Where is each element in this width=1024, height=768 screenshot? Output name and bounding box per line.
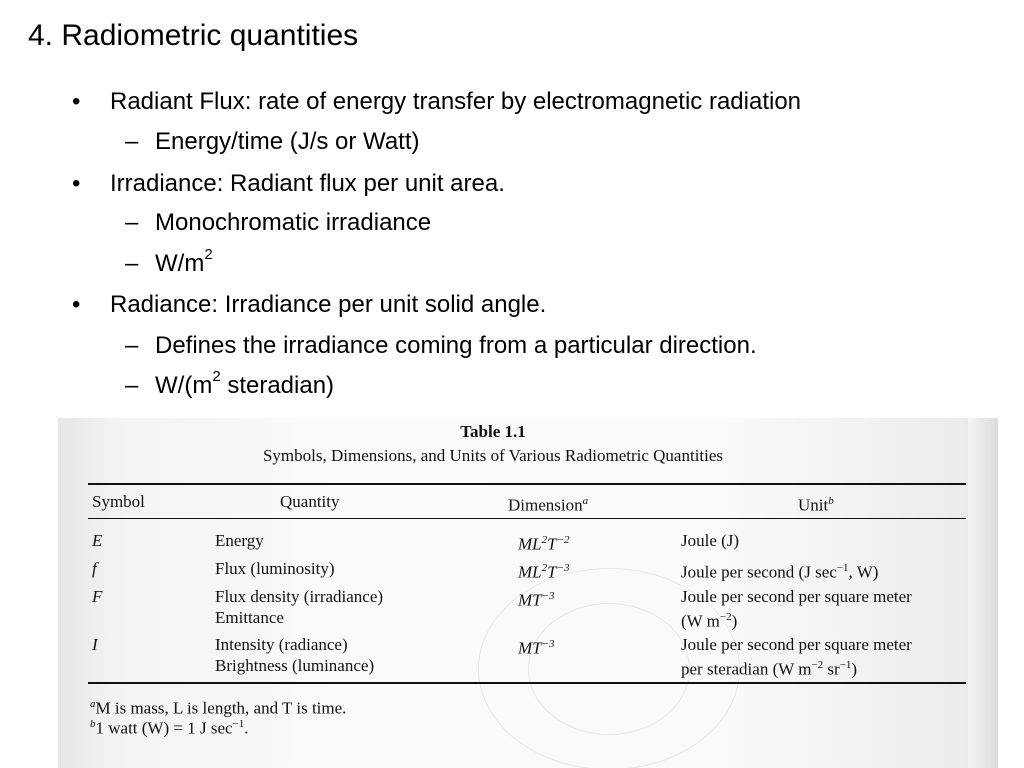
cell-symbol: I xyxy=(92,635,98,654)
table-rule-top xyxy=(88,483,966,485)
table-footnote: $^b$1 watt (W) = 1 J $\sec^{-1}$. xyxy=(90,718,249,738)
header-unit: Unit$^b$ xyxy=(798,495,834,515)
bullet-mark: • xyxy=(72,88,81,115)
cell-quantity: Emittance xyxy=(215,608,284,627)
bullet-text: Radiance: Irradiance per unit solid angle. xyxy=(110,291,547,318)
bullet-item xyxy=(72,289,547,321)
scanned-table-image xyxy=(58,418,998,768)
cell-symbol: F xyxy=(92,587,103,606)
sub-bullet-item xyxy=(125,368,335,402)
cell-quantity: Flux (luminosity) xyxy=(215,559,335,578)
bullet-mark: – xyxy=(125,332,139,359)
cell-quantity: Intensity (radiance) xyxy=(215,635,348,654)
cell-unit: Joule (J) xyxy=(681,531,740,550)
cell-symbol: E xyxy=(92,531,103,550)
page-edge-shadow xyxy=(968,418,998,768)
bullet-mark: • xyxy=(72,291,81,318)
table-rule-bottom xyxy=(88,682,966,684)
bullet-item xyxy=(72,86,802,118)
bullet-text: Monochromatic irradiance xyxy=(155,209,432,236)
table-subtitle: Symbols, Dimensions, and Units of Various Radiometric Quantities xyxy=(262,446,724,465)
table-footnote: $^a$M is mass, L is length, and T is time. xyxy=(90,698,347,718)
header-dimension: Dimension$^a$ xyxy=(508,495,589,515)
bullet-mark: – xyxy=(125,128,139,155)
cell-unit: per steradian (W $m^{-2}$ $sr^{-1}$) xyxy=(681,659,858,679)
superscript: 2 xyxy=(212,368,221,385)
cell-unit: Joule per second (J $\sec^{-1}$, W) xyxy=(681,562,879,582)
superscript: 2 xyxy=(204,246,213,263)
bullet-text: Defines the irradiance coming from a particular direction. xyxy=(155,332,757,359)
cell-symbol: f xyxy=(92,559,97,578)
bullet-mark: – xyxy=(125,250,139,277)
bullet-text: W/m xyxy=(155,250,205,277)
table-title: Table 1.1 xyxy=(460,422,526,441)
table-rule-header xyxy=(88,518,966,519)
bullet-mark: – xyxy=(125,372,139,399)
cell-dimension: $MT^{-3}$ xyxy=(518,590,555,610)
bullet-text: Radiant Flux: rate of energy transfer by electromagnetic radiation xyxy=(110,88,802,115)
bullet-mark: • xyxy=(72,170,81,197)
cell-quantity: Flux density (irradiance) xyxy=(215,587,384,606)
sub-bullet-item xyxy=(125,330,757,362)
header-symbol: Symbol xyxy=(92,492,145,511)
cell-quantity: Brightness (luminance) xyxy=(215,656,375,675)
cell-dimension: $MT^{-3}$ xyxy=(518,638,555,658)
sub-bullet-item xyxy=(125,207,432,239)
bullet-text: Irradiance: Radiant flux per unit area. xyxy=(110,170,505,197)
cell-dimension: $ML^2T^{-3}$ xyxy=(518,562,570,582)
slide-title: 4. Radiometric quantities xyxy=(28,19,359,52)
cell-dimension: $ML^2T^{-2}$ xyxy=(518,534,570,554)
bullet-text: W/(m xyxy=(155,372,213,399)
cell-unit: (W $m^{-2}$) xyxy=(681,611,738,631)
header-quantity: Quantity xyxy=(280,492,340,511)
bullet-text-after: steradian) xyxy=(220,372,335,399)
bullet-item xyxy=(72,168,505,200)
cell-quantity: Energy xyxy=(215,531,264,550)
bleed-through-decoration xyxy=(528,603,690,735)
cell-unit: Joule per second per square meter xyxy=(681,635,912,654)
bullet-text: Energy/time (J/s or Watt) xyxy=(155,128,420,155)
sub-bullet-item xyxy=(125,246,213,280)
cell-unit: Joule per second per square meter xyxy=(681,587,912,606)
sub-bullet-item xyxy=(125,126,420,158)
bullet-mark: – xyxy=(125,209,139,236)
